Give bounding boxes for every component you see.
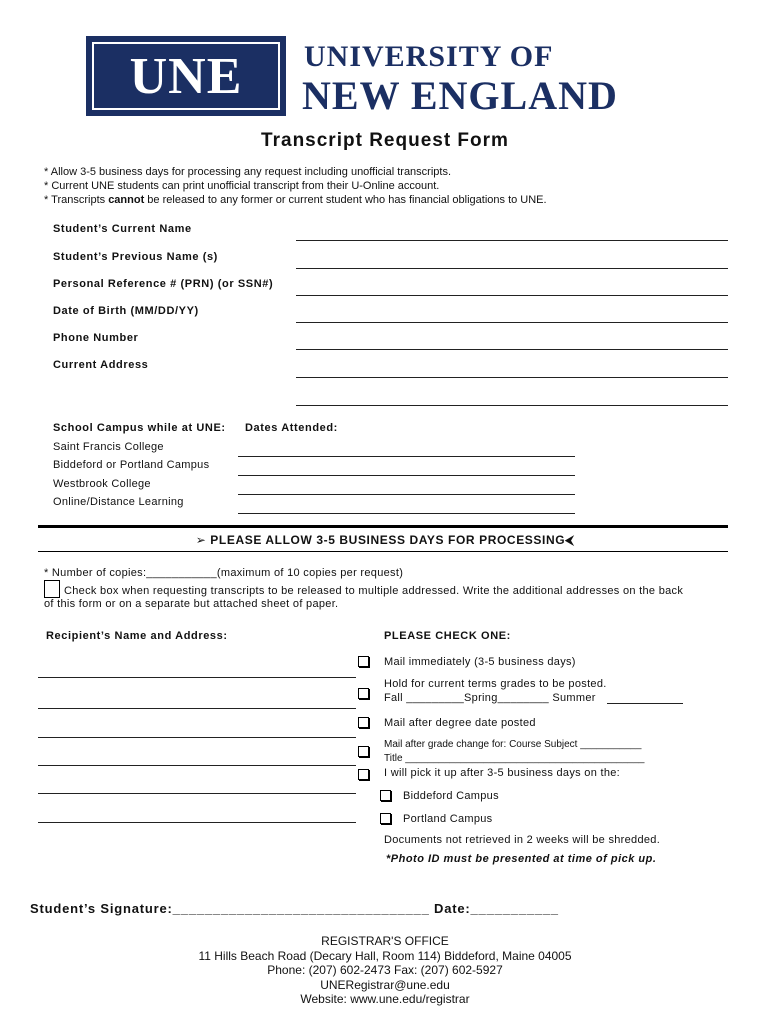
after-degree-label: Mail after degree date posted <box>384 717 536 729</box>
portland-label: Portland Campus <box>403 813 493 825</box>
campus-heading: School Campus while at UNE: <box>53 422 226 434</box>
prn-label: Personal Reference # (PRN) (or SSN#) <box>53 278 274 290</box>
address-line-1[interactable] <box>296 377 728 378</box>
registrar-phone: Phone: (207) 602-2473 Fax: (207) 602-5927 <box>267 963 503 977</box>
after-grade-change-title: Title ___________________________________________ <box>384 753 645 764</box>
recipient-heading: Recipient’s Name and Address: <box>46 630 228 642</box>
address-label: Current Address <box>53 359 149 371</box>
recipient-line-1[interactable] <box>38 677 356 678</box>
biddeford-label: Biddeford Campus <box>403 790 499 802</box>
current-name-line[interactable] <box>296 240 728 241</box>
university-name-line1: UNIVERSITY OF <box>304 40 554 73</box>
recipient-line-5[interactable] <box>38 793 356 794</box>
une-logo <box>86 36 286 116</box>
dates-attended-heading: Dates Attended: <box>245 422 338 434</box>
after-grade-change-checkbox[interactable] <box>358 746 369 757</box>
campus-westbrook: Westbrook College <box>53 478 151 490</box>
summer-line[interactable] <box>607 703 683 704</box>
previous-name-line[interactable] <box>296 268 728 269</box>
logo-text: UNE <box>92 42 280 110</box>
dates-line-2[interactable] <box>238 475 575 476</box>
recipient-line-4[interactable] <box>38 765 356 766</box>
after-grade-change-label: Mail after grade change for: Course Subject ___________ <box>384 739 642 750</box>
multiple-addresses-checkbox[interactable] <box>44 580 60 598</box>
pickup-checkbox[interactable] <box>358 769 369 780</box>
previous-name-label: Student’s Previous Name (s) <box>53 251 218 263</box>
processing-banner: ➢ PLEASE ALLOW 3-5 BUSINESS DAYS FOR PROCESSING⮜ <box>195 533 575 547</box>
shred-note: Documents not retrieved in 2 weeks will be shredded. <box>384 834 661 846</box>
prn-line[interactable] <box>296 295 728 296</box>
pickup-label: I will pick it up after 3-5 business days on the: <box>384 767 621 779</box>
dates-line-4[interactable] <box>238 513 575 514</box>
note-processing: * Allow 3-5 business days for processing any request including unofficial transcripts. <box>44 166 452 178</box>
multiple-addresses-text-2: of this form or on a separate but attached sheet of paper. <box>44 598 339 610</box>
biddeford-checkbox[interactable] <box>380 790 391 801</box>
recipient-line-3[interactable] <box>38 737 356 738</box>
divider-bottom <box>38 551 728 552</box>
hold-grades-terms: Fall _________Spring________ Summer <box>384 692 596 704</box>
phone-line[interactable] <box>296 349 728 350</box>
registrar-website: Website: www.une.edu/registrar <box>300 992 470 1006</box>
after-degree-checkbox[interactable] <box>358 717 369 728</box>
multiple-addresses-text: Check box when requesting transcripts to be released to multiple addressed. Write the additional addresses on the back <box>64 585 684 597</box>
dob-label: Date of Birth (MM/DD/YY) <box>53 305 199 317</box>
portland-checkbox[interactable] <box>380 813 391 824</box>
note-financial: * Transcripts cannot be released to any former or current student who has financial obligations to UNE. <box>44 194 547 206</box>
campus-online: Online/Distance Learning <box>53 496 184 508</box>
phone-label: Phone Number <box>53 332 139 344</box>
signature-date-line[interactable]: Student’s Signature:________________________________ Date:___________ <box>30 901 559 916</box>
registrar-address: 11 Hills Beach Road (Decary Hall, Room 114) Biddeford, Maine 04005 <box>198 949 572 963</box>
note-unofficial: * Current UNE students can print unofficial transcript from their U-Online account. <box>44 180 440 192</box>
mail-immediately-label: Mail immediately (3-5 business days) <box>384 656 576 668</box>
dates-line-3[interactable] <box>238 494 575 495</box>
photo-id-note: *Photo ID must be presented at time of pick up. <box>386 853 657 865</box>
hold-grades-label: Hold for current terms grades to be posted. <box>384 678 607 690</box>
university-name-line2: NEW ENGLAND <box>302 73 618 118</box>
campus-biddeford-portland: Biddeford or Portland Campus <box>53 459 210 471</box>
dob-line[interactable] <box>296 322 728 323</box>
address-line-2[interactable] <box>296 405 728 406</box>
current-name-label: Student’s Current Name <box>53 223 192 235</box>
dates-line-1[interactable] <box>238 456 575 457</box>
recipient-line-6[interactable] <box>38 822 356 823</box>
form-title: Transcript Request Form <box>261 130 509 151</box>
mail-immediately-checkbox[interactable] <box>358 656 369 667</box>
check-one-heading: PLEASE CHECK ONE: <box>384 630 511 642</box>
registrar-office: REGISTRAR'S OFFICE <box>321 934 449 948</box>
copies-line: * Number of copies:___________(maximum of 10 copies per request) <box>44 567 404 579</box>
campus-saint-francis: Saint Francis College <box>53 441 164 453</box>
divider-top <box>38 525 728 528</box>
hold-grades-checkbox[interactable] <box>358 688 369 699</box>
recipient-line-2[interactable] <box>38 708 356 709</box>
registrar-email: UNERegistrar@une.edu <box>320 978 450 992</box>
